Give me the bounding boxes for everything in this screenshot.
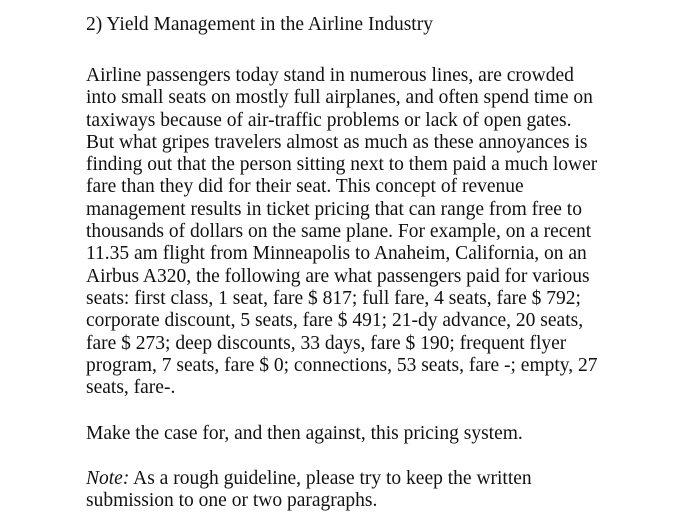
paragraph-line: fare $ 273; deep discounts, 33 days, fare $ 190; frequent flyer	[86, 332, 567, 354]
document-page	[86, 14, 686, 512]
paragraph-line: fare than they did for their seat. This concept of revenue	[86, 176, 524, 198]
paragraph-line: Airbus A320, the following are what passengers paid for various	[86, 265, 590, 287]
note-label: Note:	[86, 467, 130, 489]
paragraph-line: finding out that the person sitting next to them paid a much lower	[86, 154, 598, 176]
note-line	[86, 468, 686, 490]
paragraph-line: thousands of dollars on the same plane. For example, on a recent	[86, 221, 592, 243]
paragraph-line: seats: first class, 1 seat, fare $ 817; full fare, 4 seats, fare $ 792;	[86, 287, 581, 309]
paragraph-line: management results in ticket pricing that can range from free to	[86, 198, 582, 220]
task-paragraph: Make the case for, and then against, this pricing system.	[86, 423, 523, 445]
note-text: As a rough guideline, please try to keep the written	[129, 467, 532, 489]
note-line: submission to one or two paragraphs.	[86, 490, 378, 512]
paragraph-line: into small seats on mostly full airplanes, and often spend time on	[86, 87, 593, 109]
paragraph-line: program, 7 seats, fare $ 0; connections, 53 seats, fare -; empty, 27	[86, 354, 598, 376]
paragraph-line: But what gripes travelers almost as much as these annoyances is	[86, 131, 588, 153]
paragraph-line: taxiways because of air-traffic problems or lack of open gates.	[86, 109, 572, 131]
case-description-paragraph	[86, 65, 686, 399]
paragraph-line: 11.35 am flight from Minneapolis to Anaheim, California, on an	[86, 243, 587, 265]
note-paragraph	[86, 468, 686, 513]
paragraph-line: seats, fare-.	[86, 377, 176, 399]
paragraph-line: Airline passengers today stand in numerous lines, are crowded	[86, 65, 574, 86]
paragraph-line: corporate discount, 5 seats, fare $ 491; 21-dy advance, 20 seats,	[86, 310, 584, 332]
section-title: 2) Yield Management in the Airline Industry	[86, 14, 433, 35]
